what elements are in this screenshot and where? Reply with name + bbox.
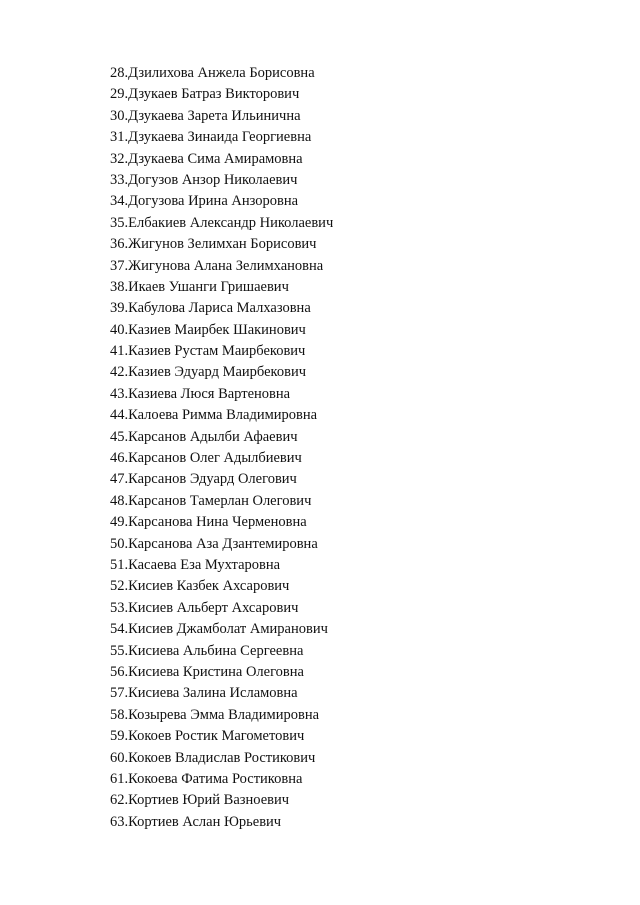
- list-item: 31.Дзукаева Зинаида Георгиевна: [110, 129, 312, 146]
- list-item: 62.Кортиев Юрий Вазноевич: [110, 792, 290, 809]
- list-item: 53.Кисиев Альберт Ахсарович: [110, 599, 299, 616]
- list-item: 50.Карсанова Аза Дзантемировна: [110, 535, 318, 552]
- list-item: 59.Кокоев Ростик Магометович: [110, 728, 305, 745]
- list-item: 40.Казиев Маирбек Шакинович: [110, 321, 306, 338]
- list-item: 35.Елбакиев Александр Николаевич: [110, 214, 334, 231]
- list-item: 55.Кисиева Альбина Сергеевна: [110, 642, 304, 659]
- list-item: 46.Карсанов Олег Адылбиевич: [110, 450, 302, 467]
- list-item: 63.Кортиев Аслан Юрьевич: [110, 813, 282, 830]
- list-item: 58.Козырева Эмма Владимировна: [110, 706, 320, 723]
- list-item: 37.Жигунова Алана Зелимхановна: [110, 257, 324, 274]
- name-list: [110, 63, 333, 833]
- list-item: 48.Карсанов Тамерлан Олегович: [110, 492, 312, 509]
- list-item: 41.Казиев Рустам Маирбекович: [110, 343, 306, 360]
- list-item: 44.Калоева Римма Владимировна: [110, 407, 318, 424]
- list-item: 49.Карсанова Нина Черменовна: [110, 514, 307, 531]
- list-item: 38.Икаев Ушанги Гришаевич: [110, 278, 289, 295]
- list-item: 45.Карсанов Адылби Афаевич: [110, 428, 298, 445]
- list-item: 33.Догузов Анзор Николаевич: [110, 171, 298, 188]
- list-item: 54.Кисиев Джамболат Амиранович: [110, 621, 328, 638]
- list-item: 61.Кокоева Фатима Ростиковна: [110, 770, 303, 787]
- list-item: 28.Дзилихова Анжела Борисовна: [110, 65, 315, 81]
- list-item: 47.Карсанов Эдуард Олегович: [110, 471, 297, 488]
- list-item: 34.Догузова Ирина Анзоровна: [110, 193, 299, 210]
- list-item: 29.Дзукаев Батраз Викторович: [110, 86, 300, 103]
- list-item: 60.Кокоев Владислав Ростикович: [110, 749, 316, 766]
- list-item: 51.Касаева Еза Мухтаровна: [110, 556, 281, 573]
- list-item: 32.Дзукаева Сима Амирамовна: [110, 150, 303, 167]
- list-item: 52.Кисиев Казбек Ахсарович: [110, 578, 290, 595]
- list-item: 36.Жигунов Зелимхан Борисович: [110, 236, 317, 253]
- list-item: 57.Кисиева Залина Исламовна: [110, 685, 298, 702]
- list-item: 39.Кабулова Лариса Малхазовна: [110, 300, 311, 317]
- list-item: 56.Кисиева Кристина Олеговна: [110, 663, 304, 680]
- list-item: 30.Дзукаева Зарета Ильинична: [110, 107, 301, 124]
- list-item: 43.Казиева Люся Вартеновна: [110, 385, 291, 402]
- list-item: 42.Казиев Эдуард Маирбекович: [110, 364, 306, 381]
